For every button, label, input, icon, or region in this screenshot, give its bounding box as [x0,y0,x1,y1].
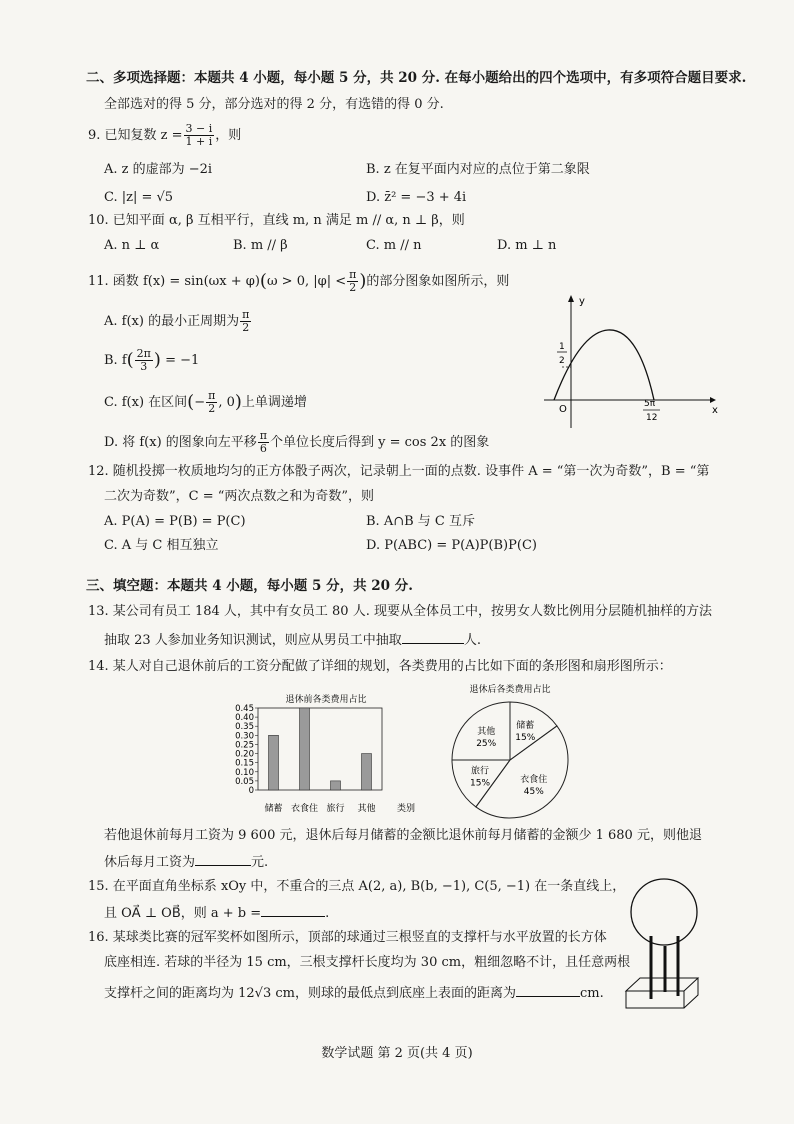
q11-stem-text: 11. 函数 f(x) = sin(ωx + φ) [88,274,260,289]
q11-cond-fraction [347,269,358,294]
q11-b-den: 3 [140,360,148,373]
pie-slice-label: 旅行 [471,766,490,777]
pie-slice-value: 15% [515,733,536,744]
q16-stem-line3 [104,984,604,1002]
bar-y-tick-label: 0.10 [235,767,254,778]
pie-slice-label: 衣食住 [520,774,548,785]
q12-option-a: A. P(A) = P(B) = P(C) [104,514,246,529]
q11-c-post: 上单调递增 [241,395,307,410]
q13-stem-line1: 13. 某公司有员工 184 人，其中有女员工 80 人. 现要从全体员工中，按男女人数比例用分层随机抽样的方法 [88,604,712,619]
q11-c-text: C. f(x) 在区间 [104,395,188,410]
page-footer: 数学试题 第 2 页(共 4 页) [321,1046,473,1061]
q11-d-text: D. 将 f(x) 的图象向左平移 [104,435,257,450]
q9-stem [88,123,241,148]
q11-option-b [104,348,199,373]
q11-c-num: π [208,389,216,402]
q11-b-post: = −1 [165,353,200,368]
q16-stem-line2: 底座相连. 若球的半径为 15 cm，三根支撑杆长度均为 30 cm，粗细忽略不计，且任意两根 [104,955,631,970]
q10-option-a: A. n ⊥ α [104,238,160,253]
q14-stem-line1: 14. 某人对自己退休前后的工资分配做了详细的规划，各类费用的占比如下面的条形图和扇形图所示： [88,659,672,674]
q11-c-minus: − [194,395,206,410]
bar-y-tick-label: 0.45 [235,704,254,714]
bar-y-tick-label: 0.30 [235,731,254,742]
q11-sine-graph [540,292,720,432]
q10-option-d: D. m ⊥ n [497,238,557,253]
bar-3 [362,754,372,790]
x-axis-arrow [710,397,716,403]
q11-c-end: , 0 [218,395,235,410]
q14-stem-line2: 若他退休前每月工资为 9 600 元，退休后每月储蓄的金额比退休前每月储蓄的金额少 1 680 元，则他退 [104,828,702,843]
q9-option-c: C. |z| = √5 [104,190,174,205]
section-2-rules: 全部选对的得 5 分，部分选对的得 2 分，有选错的得 0 分. [104,97,444,112]
q11-a-num: π [242,308,250,321]
q11-option-a [104,309,252,334]
q16-answer-blank[interactable] [516,984,580,997]
bar-y-tick-label: 0.05 [235,776,254,787]
q10-stem: 10. 已知平面 α, β 互相平行，直线 m, n 满足 m // α, n ⊥ β，则 [88,213,465,228]
bar-category-label: 储蓄 [264,804,283,814]
x-tick-den: 12 [646,413,658,423]
q11-c-paren-open: ( [187,391,195,413]
origin-label: O [559,404,567,415]
bar-y-tick-label: 0.25 [235,740,254,751]
q11-d-num: π [259,429,268,442]
pie-chart-after-retirement [448,682,578,822]
q9-option-d: D. z̄² = −3 + 4i [366,190,467,205]
q16-text-end: cm. [579,986,604,1001]
pie-chart-slices [452,702,568,818]
q11-b-text: B. f [104,353,127,368]
q11-condition: ω > 0, |φ| < [266,274,347,289]
pie-slice-label: 储蓄 [516,721,535,732]
q11-b-paren-open: ( [126,349,134,371]
pie-slice-label: 其他 [477,727,496,738]
q9-frac-den: 1 + i [185,135,213,148]
q11-a-text: A. f(x) 的最小正周期为 [104,314,240,329]
bar-y-tick-label: 0.40 [235,713,254,724]
q15-text-end: . [325,906,330,921]
q15-text: 且 OA⃗ ⊥ OB⃗，则 a + b = [104,906,262,921]
pie-slice-value: 25% [476,739,497,750]
section-3-title: 三、填空题：本题共 4 小题，每小题 5 分，共 20 分. [86,578,413,594]
q11-cond-num: π [349,268,357,281]
q9-fraction [184,123,215,148]
bar-chart-x-axis-label: 类别 [396,804,416,814]
q11-option-d [104,430,489,455]
pie-slice-value: 15% [470,778,491,789]
q13-stem-line2 [104,631,481,649]
q11-d-post: 个单位长度后得到 y = cos 2x 的图象 [270,435,490,450]
q13-text-end: 人. [463,633,481,648]
q11-b-paren-close: ) [153,349,161,371]
bar-2 [331,781,341,790]
q9-option-a: A. z 的虚部为 −2i [104,162,213,177]
sine-curve [554,330,654,400]
q15-stem-line2 [104,904,329,922]
base-front [626,991,684,1008]
q11-a-den: 2 [242,321,250,334]
q14-text-end: 元. [251,855,269,870]
bar-category-label: 其他 [357,804,376,814]
y-tick-num: 1 [559,342,565,352]
q11-c-den: 2 [208,402,216,415]
q11-d-fraction [258,430,269,455]
base-side [684,978,698,1008]
pie-chart-title: 退休后各类费用占比 [469,685,551,695]
bar-chart-bars [269,708,372,790]
q11-b-num: 2π [136,347,151,360]
trophy-figure [618,868,714,1018]
q12-option-d: D. P(ABC) = P(A)P(B)P(C) [366,538,537,553]
q10-option-b: B. m // β [233,238,288,253]
x-tick-num: 5π [644,399,656,409]
pie-slice-value: 45% [523,786,544,797]
q14-answer-blank[interactable] [195,853,251,866]
q11-paren-open: ( [259,270,267,292]
x-label: x [712,405,718,416]
y-tick-den: 2 [559,356,565,366]
q11-d-den: 6 [259,442,267,455]
bar-y-tick-label: 0.20 [235,749,254,760]
q16-text: 支撑杆之间的距离均为 12√3 cm，则球的最低点到底座上表面的距离为 [104,986,516,1001]
q10-option-c: C. m // n [366,238,422,253]
q12-option-c: C. A 与 C 相互独立 [104,538,219,553]
q11-stem [88,269,509,294]
bar-y-tick-label: 0 [248,786,254,796]
q14-text: 休后每月工资为 [104,855,196,870]
q12-stem-line2: 二次为奇数”，C = “两次点数之和为奇数”，则 [104,489,375,504]
q14-stem-line3 [104,853,268,871]
q13-text: 抽取 23 人参加业务知识测试，则应从男员工中抽取 [104,633,402,648]
q11-stem-post: 的部分图象如图所示，则 [366,274,510,289]
base-top [626,978,698,991]
y-axis-arrow [568,295,574,302]
y-label: y [579,296,585,307]
q11-cond-den: 2 [349,281,357,294]
q11-paren-close: ) [359,270,367,292]
q9-stem-post: ，则 [215,128,242,143]
bar-category-label: 旅行 [326,804,345,814]
bar-chart-y-ticks [235,704,258,796]
q9-stem-text: 9. 已知复数 z = [88,128,183,143]
q16-stem-line1: 16. 某球类比赛的冠军奖杯如图所示，顶部的球通过三根竖直的支撑杆与水平放置的长方体 [88,930,607,945]
bar-y-tick-label: 0.15 [235,758,254,769]
q13-answer-blank[interactable] [402,631,464,644]
bar-category-label: 衣食住 [290,804,319,814]
q9-frac-num: 3 − i [185,122,213,135]
q12-stem-line1: 12. 随机投掷一枚质地均匀的正方体骰子两次，记录朝上一面的点数. 设事件 A = “第一次为奇数”，B = “第 [88,464,710,479]
q15-stem-line1: 15. 在平面直角坐标系 xOy 中，不重合的三点 A(2, a), B(b, −1), C(5, −1) 在一条直线上， [88,879,626,894]
bar-1 [300,708,310,790]
bar-chart-title: 退休前各类费用占比 [285,695,367,705]
q11-a-fraction [240,309,251,334]
bar-y-tick-label: 0.35 [235,722,254,733]
q9-option-b: B. z 在复平面内对应的点位于第二象限 [366,162,590,177]
section-2-title: 二、多项选择题：本题共 4 小题，每小题 5 分，共 20 分. 在每小题给出的四个选项中，有多项符合题目要求. [86,70,747,86]
bar-chart-x-labels [264,802,375,814]
q15-answer-blank[interactable] [261,904,325,917]
bar-0 [269,735,279,790]
trophy-ball [631,879,697,945]
bar-chart-before-retirement [228,690,428,816]
q11-c-paren-close: ) [234,391,242,413]
q11-c-fraction [206,390,217,415]
q11-b-fraction [135,348,153,373]
q12-option-b: B. A∩B 与 C 互斥 [366,514,475,529]
q11-option-c [104,390,307,415]
